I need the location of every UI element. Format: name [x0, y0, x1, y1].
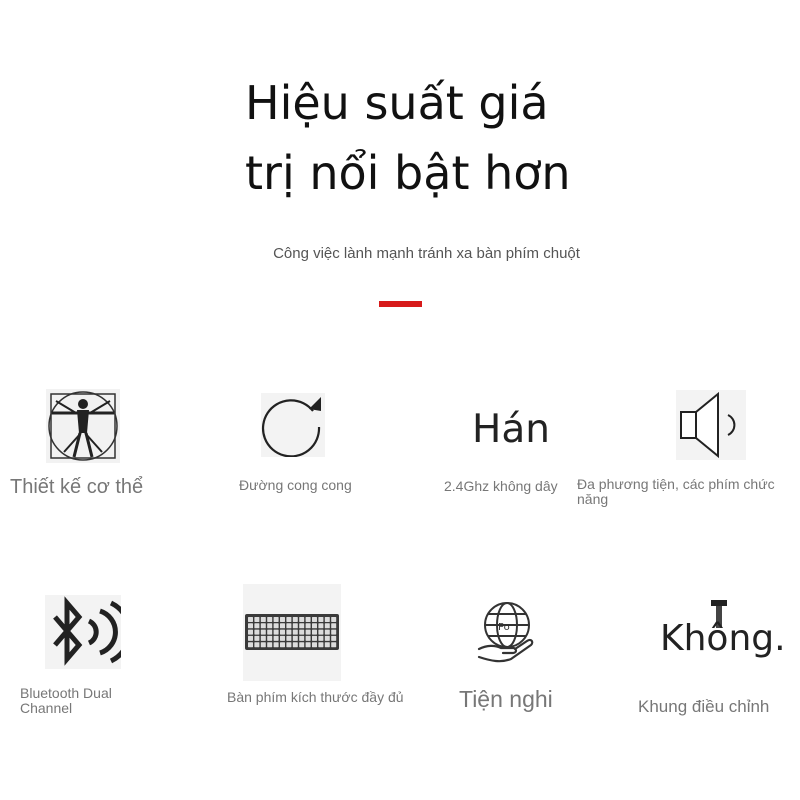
stand-word: Không. [660, 618, 786, 659]
refresh-arc-icon [261, 393, 325, 457]
keyboard-key [312, 617, 317, 622]
keyboard-key [274, 623, 279, 628]
keyboard-key [293, 636, 298, 641]
keyboard-key [318, 630, 323, 635]
keyboard-key [280, 623, 285, 628]
keyboard-key [293, 623, 298, 628]
globe-hand-icon [477, 601, 537, 663]
feature-label-bluetooth: Bluetooth Dual Channel [20, 685, 112, 716]
globe-icon-text: Po [498, 622, 510, 633]
keyboard-key [325, 623, 330, 628]
keyboard-key [299, 623, 304, 628]
keyboard-key [331, 617, 336, 622]
keyboard-key [299, 617, 304, 622]
keyboard-key [267, 636, 272, 641]
keyboard-key [293, 617, 298, 622]
keyboard-key [274, 617, 279, 622]
keyboard-key [306, 636, 311, 641]
keyboard-key [331, 623, 336, 628]
keyboard-key [261, 630, 266, 635]
keyboard-key [325, 617, 330, 622]
keyboard-key [261, 623, 266, 628]
keyboard-key [261, 636, 266, 641]
accent-bar [379, 301, 422, 307]
keyboard-key [261, 642, 266, 647]
keyboard-key [286, 630, 291, 635]
subtitle: Công việc lành mạnh tránh xa bàn phím chuột [273, 245, 580, 262]
keyboard-key [280, 617, 285, 622]
keyboard-key [318, 617, 323, 622]
keyboard-key [248, 630, 253, 635]
keyboard-key [293, 642, 298, 647]
keyboard-key [299, 642, 304, 647]
keyboard-key [248, 636, 253, 641]
keyboard-key [274, 630, 279, 635]
headline-line-1: Hiệu suất giá [245, 76, 549, 130]
feature-label-multimedia: Đa phương tiện, các phím chức năng [577, 476, 775, 507]
vitruvian-man-icon [46, 389, 120, 463]
keyboard-key [306, 642, 311, 647]
keyboard-key [254, 642, 259, 647]
keyboard-key [318, 623, 323, 628]
keyboard-key [267, 642, 272, 647]
keyboard-key [267, 617, 272, 622]
feature-label-comfort: Tiện nghi [459, 686, 553, 712]
feature-label-ergonomic: Thiết kế cơ thể [10, 476, 144, 498]
keyboard-key [274, 636, 279, 641]
keyboard-key [274, 642, 279, 647]
feature-label-curve: Đường cong cong [239, 477, 352, 493]
keyboard-key [267, 623, 272, 628]
keyboard-key [248, 642, 253, 647]
bluetooth-icon [45, 595, 121, 669]
keyboard-key [299, 630, 304, 635]
keyboard-key [312, 642, 317, 647]
keyboard-key [254, 636, 259, 641]
keyboard-key [312, 630, 317, 635]
keyboard-key [306, 623, 311, 628]
keyboard-key [299, 636, 304, 641]
keyboard-key [293, 630, 298, 635]
feature-label-stand: Khung điều chỉnh [638, 697, 770, 716]
keyboard-key [331, 642, 336, 647]
keyboard-key [331, 636, 336, 641]
keyboard-key [248, 623, 253, 628]
wireless-word: Hán [472, 407, 550, 452]
keyboard-key [254, 623, 259, 628]
keyboard-key [312, 623, 317, 628]
feature-label-wireless: 2.4Ghz không dây [444, 478, 558, 494]
keyboard-key [254, 630, 259, 635]
keyboard-key [286, 636, 291, 641]
keyboard-icon [243, 584, 341, 681]
keyboard-key [325, 636, 330, 641]
keyboard-key [280, 630, 285, 635]
keyboard-key [325, 642, 330, 647]
keyboard-key [331, 630, 336, 635]
keyboard-key [318, 642, 323, 647]
keyboard-key [248, 617, 253, 622]
keyboard-key [286, 623, 291, 628]
headline-line-2: trị nổi bật hơn [245, 146, 571, 200]
keyboard-key [318, 636, 323, 641]
keyboard-key [280, 642, 285, 647]
keyboard-key [306, 630, 311, 635]
keyboard-key [306, 617, 311, 622]
keyboard-key [312, 636, 317, 641]
feature-label-fullsize: Bàn phím kích thước đầy đủ [227, 689, 404, 705]
keyboard-key [286, 642, 291, 647]
keyboard-key [267, 630, 272, 635]
keyboard-key [325, 630, 330, 635]
keyboard-key [254, 617, 259, 622]
keyboard-key [286, 617, 291, 622]
speaker-icon [676, 390, 746, 460]
keyboard-key [280, 636, 285, 641]
keyboard-key [261, 617, 266, 622]
